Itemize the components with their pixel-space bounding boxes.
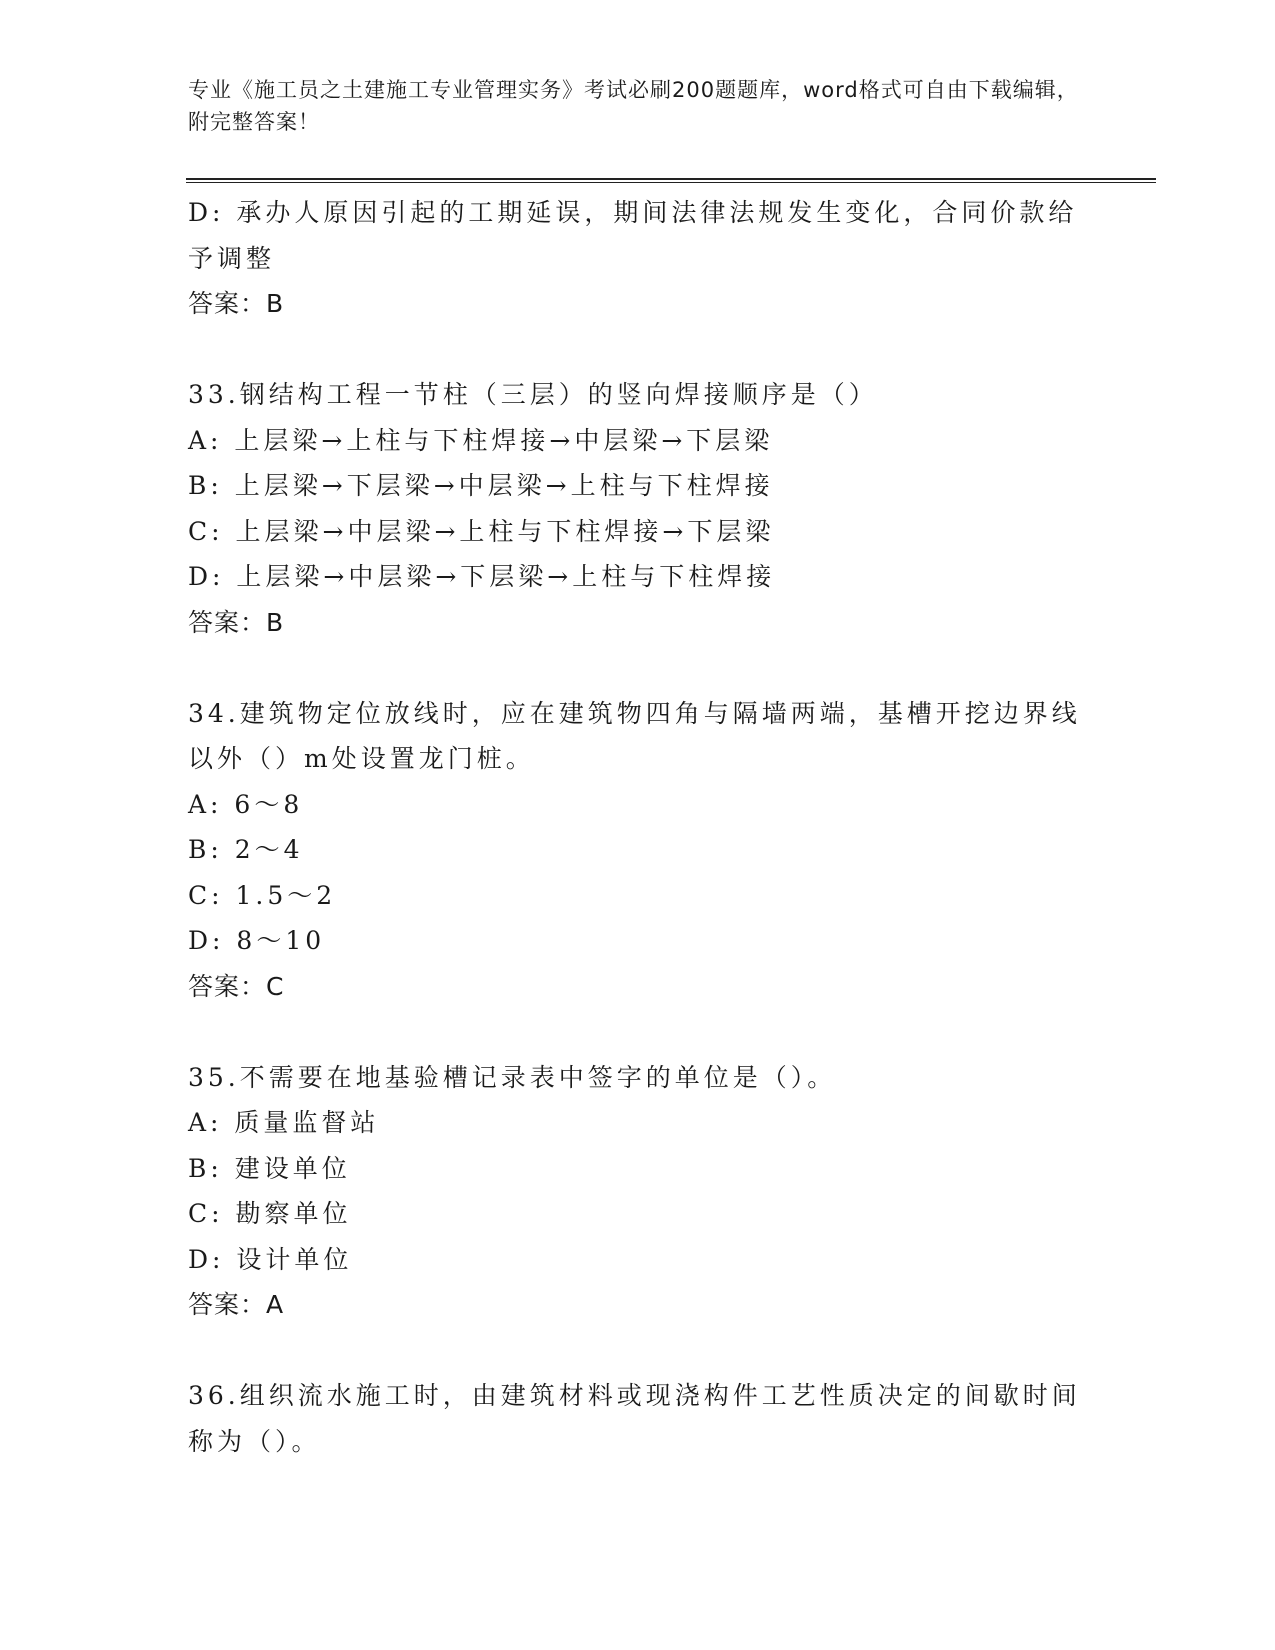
document-header: 专业《施工员之土建施工专业管理实务》考试必刷200题题库，word格式可自由下载编辑，附完整答案！: [188, 78, 1079, 134]
option-d: D: 8～10: [188, 926, 326, 955]
question-stem-continued: 称为（）。: [188, 1426, 321, 1456]
option-a: A: 上层梁→上柱与下柱焊接→中层梁→下层梁: [188, 425, 774, 455]
option-d: D: 上层梁→中层梁→下层梁→上柱与下柱焊接: [188, 562, 776, 591]
question-33: [188, 372, 1088, 645]
question-stem: 33.钢结构工程一节柱（三层）的竖向焊接顺序是（）: [188, 380, 878, 409]
answer-line: 答案：B: [188, 289, 285, 318]
header-divider: [186, 178, 1156, 183]
option-b: B: 上层梁→下层梁→中层梁→上柱与下柱焊接: [188, 471, 774, 500]
option-a: A: 质量监督站: [188, 1108, 380, 1137]
spacer: [188, 1328, 1088, 1374]
option-c: C: 1.5～2: [188, 880, 337, 910]
spacer: [188, 327, 1088, 373]
question-stem: 35.不需要在地基验槽记录表中签字的单位是（）。: [188, 1062, 837, 1092]
question-35: [188, 1055, 1088, 1328]
option-c: C: 上层梁→中层梁→上柱与下柱焊接→下层梁: [188, 516, 775, 546]
option-d-continued: 予调整: [188, 243, 276, 273]
spacer: [188, 645, 1088, 691]
question-stem-continued: 以外（）m处设置龙门桩。: [188, 744, 535, 773]
spacer: [188, 1009, 1088, 1055]
option-d: D: 设计单位: [188, 1244, 353, 1274]
prev-question-tail: [188, 190, 1088, 327]
question-stem: 36.组织流水施工时，由建筑材料或现浇构件工艺性质决定的间歇时间: [188, 1381, 1081, 1410]
answer-line: 答案：B: [188, 607, 285, 637]
question-34: [188, 691, 1088, 1010]
answer-line: 答案：A: [188, 1290, 285, 1319]
option-c: C: 勘察单位: [188, 1199, 352, 1228]
option-a: A: 6～8: [188, 789, 304, 819]
question-list: [188, 190, 1088, 1464]
option-b: B: 2～4: [188, 835, 304, 864]
question-stem: 34.建筑物定位放线时，应在建筑物四角与隔墙两端，基槽开挖边界线: [188, 698, 1081, 728]
option-b: B: 建设单位: [188, 1153, 351, 1183]
answer-line: 答案：C: [188, 971, 285, 1001]
option-d: D: 承办人原因引起的工期延误，期间法律法规发生变化，合同价款给: [188, 198, 1078, 227]
question-36: [188, 1373, 1088, 1464]
